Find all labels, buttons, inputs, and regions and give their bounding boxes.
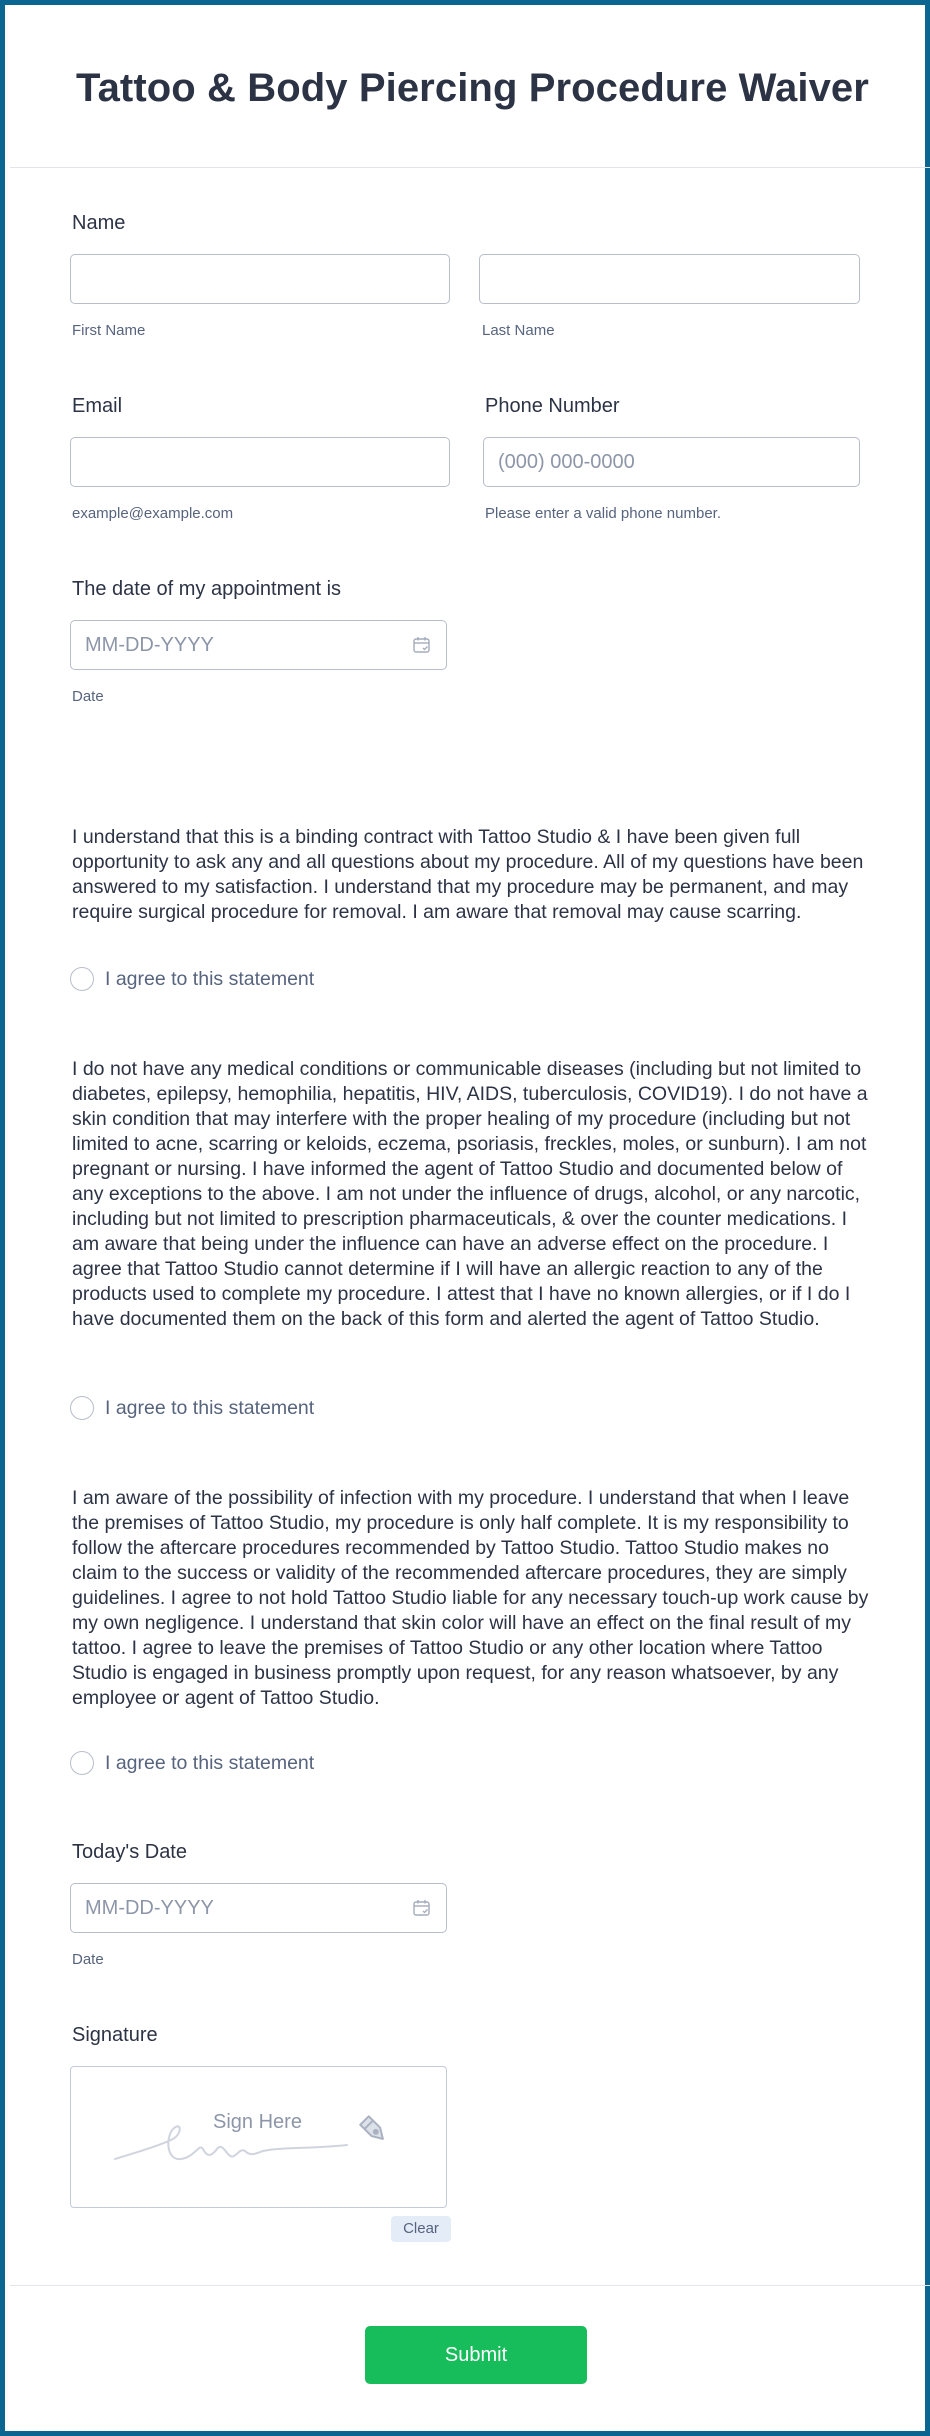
submit-button[interactable]: Submit <box>365 2326 587 2384</box>
statement-2-agree-label: I agree to this statement <box>105 1396 315 1419</box>
statement-3-agree-label: I agree to this statement <box>105 1751 315 1774</box>
appointment-date-input[interactable] <box>70 620 447 670</box>
statement-3-radio[interactable] <box>70 1751 94 1775</box>
signature-pad[interactable] <box>70 2066 447 2208</box>
statement-2-agree[interactable] <box>70 1396 314 1420</box>
statement-1-text: I understand that this is a binding contract with Tattoo Studio & I have been given full opportunity to ask any and all questions about my procedure. All of my questions have been answered to my satisfaction. I understand that my procedure may be permanent, and may require surgical procedure for removal. I am aware that removal may cause scarring. <box>72 826 864 923</box>
phone-placeholder: (000) 000-0000 <box>498 451 635 473</box>
phone-input[interactable] <box>483 437 860 487</box>
todays-date-placeholder: MM-DD-YYYY <box>85 1897 214 1919</box>
todays-date-sublabel: Date <box>72 1951 104 1968</box>
form-title: Tattoo & Body Piercing Procedure Waiver <box>76 66 869 110</box>
name-label: Name <box>72 212 126 234</box>
statement-1-radio[interactable] <box>70 967 94 991</box>
pen-icon <box>353 2109 393 2149</box>
statement-1-agree-label: I agree to this statement <box>105 967 315 990</box>
first-name-input[interactable] <box>70 254 450 304</box>
signature-label: Signature <box>72 2024 158 2046</box>
last-name-sublabel: Last Name <box>482 322 555 339</box>
appointment-date-label: The date of my appointment is <box>72 578 342 600</box>
todays-date-input[interactable] <box>70 1883 447 1933</box>
statement-1-agree[interactable] <box>70 967 314 991</box>
email-sublabel: example@example.com <box>72 505 234 522</box>
form-header <box>10 10 930 168</box>
clear-signature-button[interactable]: Clear <box>391 2216 451 2242</box>
appointment-date-placeholder: MM-DD-YYYY <box>85 634 214 656</box>
sign-here-prompt: Sign Here <box>213 2111 302 2133</box>
calendar-icon[interactable] <box>412 1898 432 1918</box>
phone-sublabel: Please enter a valid phone number. <box>485 505 721 522</box>
appointment-date-sublabel: Date <box>72 688 104 705</box>
last-name-input[interactable] <box>479 254 860 304</box>
todays-date-label: Today's Date <box>72 1841 187 1863</box>
footer-divider <box>10 2285 930 2286</box>
email-label: Email <box>72 395 123 417</box>
statement-3-agree[interactable] <box>70 1751 314 1775</box>
statement-2-text: I do not have any medical conditions or communicable diseases (including but not limited to diabetes, epilepsy, hemophilia, hepatitis, HIV, AIDS, tuberculosis, COVID19). I do not have a skin condition that may interfere with the proper healing of my procedure (including but not limited to acne, scarring or keloids, eczema, psoriasis, freckles, moles, or sunburn). I am not pregnant or nursing. I have informed the agent of Tattoo Studio and documented below of any exceptions to the above. I am not under the influence of drugs, alcohol, or any narcotic, including but not limited to prescription pharmaceuticals, & over the counter medications. I am aware that being under the influence can have an adverse effect on the procedure. I agree that Tattoo Studio cannot determine if I will have an allergic reaction to any of the products used to complete my procedure. I attest that I have no known allergies, or if I do I have documented them on the back of this form and alerted the agent of Tattoo Studio. <box>72 1058 868 1330</box>
calendar-icon[interactable] <box>412 635 432 655</box>
statement-3-text: I am aware of the possibility of infection with my procedure. I understand that when I leave the premises of Tattoo Studio, my procedure is only half complete. It is my responsibility to follow the aftercare procedures recommended by Tattoo Studio. Tattoo Studio makes no claim to the success or validity of the recommended aftercare procedures, they are simply guidelines. I agree to not hold Tattoo Studio liable for any necessary touch-up work cause by my own negligence. I understand that skin color will have an effect on the final result of my tattoo. I agree to leave the premises of Tattoo Studio or any other location where Tattoo Studio is engaged in business promptly upon request, for any reason whatsoever, by any employee or agent of Tattoo Studio. <box>72 1487 869 1709</box>
statement-2-radio[interactable] <box>70 1396 94 1420</box>
phone-label: Phone Number <box>485 395 620 417</box>
first-name-sublabel: First Name <box>72 322 146 339</box>
email-input[interactable] <box>70 437 450 487</box>
